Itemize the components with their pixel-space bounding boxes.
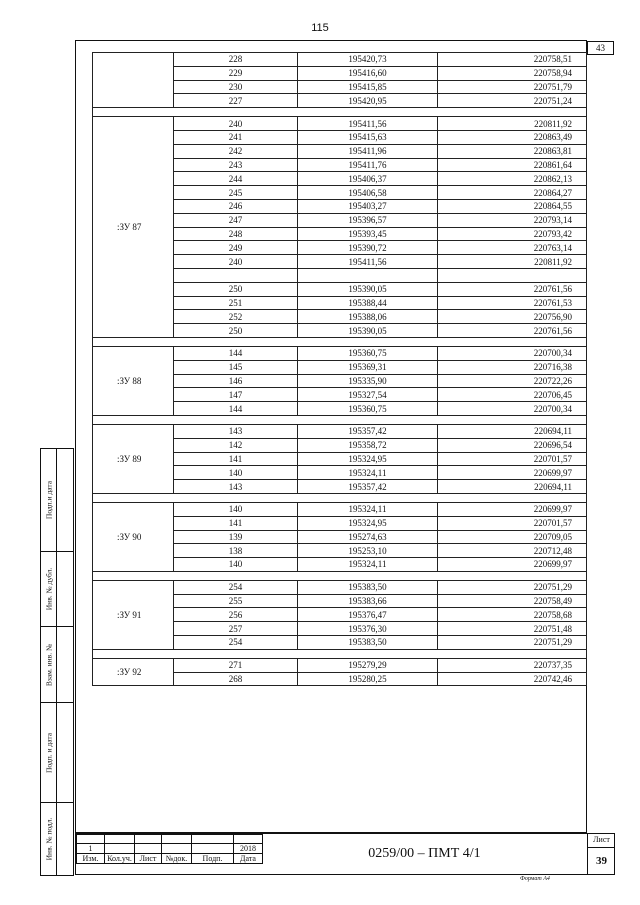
x-coordinate: 195324,11 bbox=[298, 466, 438, 480]
y-coordinate: 220712,48 bbox=[438, 544, 587, 558]
y-coordinate: 220709,05 bbox=[438, 530, 587, 544]
group-separator bbox=[93, 571, 587, 580]
y-coordinate: 220793,42 bbox=[438, 227, 587, 241]
plot-label: :ЗУ 91 bbox=[93, 580, 174, 649]
x-coordinate: 195360,75 bbox=[298, 346, 438, 360]
point-number: 242 bbox=[174, 144, 298, 158]
group-separator bbox=[93, 337, 587, 346]
y-coordinate: 220761,53 bbox=[438, 296, 587, 310]
y-coordinate bbox=[438, 268, 587, 282]
y-coordinate: 220761,56 bbox=[438, 282, 587, 296]
y-coordinate: 220863,81 bbox=[438, 144, 587, 158]
y-coordinate: 220699,97 bbox=[438, 466, 587, 480]
y-coordinate: 220722,26 bbox=[438, 374, 587, 388]
y-coordinate: 220793,14 bbox=[438, 213, 587, 227]
point-number: 271 bbox=[174, 658, 298, 672]
sheet-label: Лист bbox=[588, 833, 615, 848]
point-number: 141 bbox=[174, 452, 298, 466]
point-number: 140 bbox=[174, 502, 298, 516]
point-number: 257 bbox=[174, 622, 298, 636]
point-number: 247 bbox=[174, 213, 298, 227]
point-number: 241 bbox=[174, 130, 298, 144]
y-coordinate: 220751,48 bbox=[438, 622, 587, 636]
point-number: 229 bbox=[174, 66, 298, 80]
side-cell-dup-inv bbox=[41, 552, 73, 627]
y-coordinate: 220701,57 bbox=[438, 516, 587, 530]
point-number: 250 bbox=[174, 282, 298, 296]
x-coordinate: 195369,31 bbox=[298, 360, 438, 374]
x-coordinate: 195274,63 bbox=[298, 530, 438, 544]
x-coordinate: 195388,44 bbox=[298, 296, 438, 310]
y-coordinate: 220694,11 bbox=[438, 480, 587, 494]
group-separator bbox=[93, 108, 587, 117]
y-coordinate: 220751,79 bbox=[438, 80, 587, 94]
table-row bbox=[93, 502, 587, 516]
coordinates-table bbox=[92, 52, 587, 686]
table-row bbox=[93, 424, 587, 438]
point-number: 142 bbox=[174, 438, 298, 452]
point-number: 138 bbox=[174, 544, 298, 558]
side-cell-sign-date-1 bbox=[41, 449, 73, 552]
point-number: 246 bbox=[174, 199, 298, 213]
point-number: 268 bbox=[174, 672, 298, 686]
rev-value bbox=[105, 844, 135, 854]
rev-value bbox=[162, 844, 192, 854]
y-coordinate: 220696,54 bbox=[438, 438, 587, 452]
group-separator bbox=[93, 493, 587, 502]
point-number bbox=[174, 268, 298, 282]
x-coordinate: 195376,30 bbox=[298, 622, 438, 636]
side-label: Взам. инв. № bbox=[44, 643, 53, 686]
y-coordinate: 220758,94 bbox=[438, 66, 587, 80]
point-number: 240 bbox=[174, 255, 298, 269]
revision-table bbox=[76, 834, 263, 864]
y-coordinate: 220716,38 bbox=[438, 360, 587, 374]
x-coordinate: 195411,96 bbox=[298, 144, 438, 158]
x-coordinate: 195324,11 bbox=[298, 558, 438, 572]
y-coordinate: 220699,97 bbox=[438, 558, 587, 572]
point-number: 140 bbox=[174, 466, 298, 480]
x-coordinate: 195411,56 bbox=[298, 117, 438, 131]
y-coordinate: 220864,55 bbox=[438, 199, 587, 213]
x-coordinate: 195403,27 bbox=[298, 199, 438, 213]
x-coordinate: 195383,50 bbox=[298, 636, 438, 650]
x-coordinate: 195327,54 bbox=[298, 388, 438, 402]
plot-label: :ЗУ 88 bbox=[93, 346, 174, 415]
x-coordinate: 195357,42 bbox=[298, 424, 438, 438]
x-coordinate: 195383,50 bbox=[298, 580, 438, 594]
point-number: 252 bbox=[174, 310, 298, 324]
point-number: 251 bbox=[174, 296, 298, 310]
point-number: 244 bbox=[174, 172, 298, 186]
x-coordinate: 195406,37 bbox=[298, 172, 438, 186]
rev-header: Кол.уч. bbox=[105, 854, 135, 864]
y-coordinate: 220699,97 bbox=[438, 502, 587, 516]
table-row bbox=[93, 658, 587, 672]
side-cell-replace-inv bbox=[41, 627, 73, 703]
point-number: 254 bbox=[174, 580, 298, 594]
point-number: 228 bbox=[174, 53, 298, 67]
point-number: 140 bbox=[174, 558, 298, 572]
side-label: Подп. и дата bbox=[44, 732, 53, 773]
rev-header: №док. bbox=[162, 854, 192, 864]
point-number: 227 bbox=[174, 94, 298, 108]
x-coordinate: 195358,72 bbox=[298, 438, 438, 452]
side-label: Инв. № дубл. bbox=[44, 567, 53, 611]
point-number: 146 bbox=[174, 374, 298, 388]
table-row bbox=[93, 53, 587, 67]
x-coordinate: 195376,47 bbox=[298, 608, 438, 622]
y-coordinate: 220694,11 bbox=[438, 424, 587, 438]
plot-label: :ЗУ 87 bbox=[93, 117, 174, 338]
x-coordinate: 195324,95 bbox=[298, 452, 438, 466]
rev-value: 2018 bbox=[234, 844, 263, 854]
x-coordinate: 195335,90 bbox=[298, 374, 438, 388]
point-number: 144 bbox=[174, 402, 298, 416]
rev-value bbox=[192, 844, 234, 854]
x-coordinate: 195416,60 bbox=[298, 66, 438, 80]
x-coordinate: 195390,05 bbox=[298, 282, 438, 296]
sheet-tag: 43 bbox=[587, 41, 614, 55]
x-coordinate: 195390,05 bbox=[298, 324, 438, 338]
side-cell-orig-inv bbox=[41, 803, 73, 875]
y-coordinate: 220706,45 bbox=[438, 388, 587, 402]
x-coordinate: 195396,57 bbox=[298, 213, 438, 227]
x-coordinate: 195411,76 bbox=[298, 158, 438, 172]
plot-label: :ЗУ 90 bbox=[93, 502, 174, 571]
table-row bbox=[93, 117, 587, 131]
x-coordinate: 195360,75 bbox=[298, 402, 438, 416]
x-coordinate: 195390,72 bbox=[298, 241, 438, 255]
group-separator bbox=[93, 649, 587, 658]
side-signature-column bbox=[40, 448, 74, 876]
x-coordinate: 195393,45 bbox=[298, 227, 438, 241]
y-coordinate: 220863,49 bbox=[438, 130, 587, 144]
y-coordinate: 220756,90 bbox=[438, 310, 587, 324]
x-coordinate: 195324,95 bbox=[298, 516, 438, 530]
page-number: 115 bbox=[311, 22, 329, 34]
x-coordinate: 195415,63 bbox=[298, 130, 438, 144]
rev-header: Лист bbox=[135, 854, 162, 864]
point-number: 145 bbox=[174, 360, 298, 374]
x-coordinate: 195420,95 bbox=[298, 94, 438, 108]
x-coordinate: 195357,42 bbox=[298, 480, 438, 494]
y-coordinate: 220811,92 bbox=[438, 255, 587, 269]
side-label: Подп.и дата bbox=[44, 480, 53, 520]
rev-header: Изм. bbox=[77, 854, 105, 864]
x-coordinate: 195420,73 bbox=[298, 53, 438, 67]
sheet-number-box bbox=[587, 833, 615, 875]
point-number: 250 bbox=[174, 324, 298, 338]
y-coordinate: 220700,34 bbox=[438, 402, 587, 416]
format-label: Формат А4 bbox=[520, 876, 550, 882]
x-coordinate: 195280,25 bbox=[298, 672, 438, 686]
x-coordinate: 195415,85 bbox=[298, 80, 438, 94]
plot-label bbox=[93, 53, 174, 108]
x-coordinate: 195388,06 bbox=[298, 310, 438, 324]
point-number: 255 bbox=[174, 594, 298, 608]
rev-value: 1 bbox=[77, 844, 105, 854]
point-number: 143 bbox=[174, 424, 298, 438]
plot-label: :ЗУ 89 bbox=[93, 424, 174, 493]
y-coordinate: 220751,24 bbox=[438, 94, 587, 108]
point-number: 143 bbox=[174, 480, 298, 494]
sheet-number: 39 bbox=[596, 855, 607, 867]
point-number: 256 bbox=[174, 608, 298, 622]
x-coordinate: 195324,11 bbox=[298, 502, 438, 516]
y-coordinate: 220700,34 bbox=[438, 346, 587, 360]
x-coordinate: 195411,56 bbox=[298, 255, 438, 269]
side-label: Инв. № подл. bbox=[44, 817, 53, 861]
document-code: 0259/00 – ПМТ 4/1 bbox=[368, 846, 481, 861]
y-coordinate: 220811,92 bbox=[438, 117, 587, 131]
rev-header: Подп. bbox=[192, 854, 234, 864]
table-row bbox=[93, 346, 587, 360]
group-separator bbox=[93, 415, 587, 424]
y-coordinate: 220751,29 bbox=[438, 580, 587, 594]
point-number: 254 bbox=[174, 636, 298, 650]
point-number: 245 bbox=[174, 186, 298, 200]
y-coordinate: 220751,29 bbox=[438, 636, 587, 650]
y-coordinate: 220763,14 bbox=[438, 241, 587, 255]
y-coordinate: 220864,27 bbox=[438, 186, 587, 200]
y-coordinate: 220737,35 bbox=[438, 658, 587, 672]
x-coordinate: 195279,29 bbox=[298, 658, 438, 672]
y-coordinate: 220701,57 bbox=[438, 452, 587, 466]
y-coordinate: 220742,46 bbox=[438, 672, 587, 686]
rev-value bbox=[135, 844, 162, 854]
x-coordinate: 195406,58 bbox=[298, 186, 438, 200]
point-number: 230 bbox=[174, 80, 298, 94]
y-coordinate: 220861,64 bbox=[438, 158, 587, 172]
point-number: 243 bbox=[174, 158, 298, 172]
point-number: 240 bbox=[174, 117, 298, 131]
side-cell-sign-date-2 bbox=[41, 703, 73, 803]
table-row bbox=[93, 580, 587, 594]
x-coordinate bbox=[298, 268, 438, 282]
plot-label: :ЗУ 92 bbox=[93, 658, 174, 686]
point-number: 248 bbox=[174, 227, 298, 241]
point-number: 144 bbox=[174, 346, 298, 360]
y-coordinate: 220758,51 bbox=[438, 53, 587, 67]
y-coordinate: 220758,68 bbox=[438, 608, 587, 622]
y-coordinate: 220862,13 bbox=[438, 172, 587, 186]
point-number: 141 bbox=[174, 516, 298, 530]
rev-header: Дата bbox=[234, 854, 263, 864]
point-number: 147 bbox=[174, 388, 298, 402]
x-coordinate: 195383,66 bbox=[298, 594, 438, 608]
y-coordinate: 220758,49 bbox=[438, 594, 587, 608]
y-coordinate: 220761,56 bbox=[438, 324, 587, 338]
point-number: 249 bbox=[174, 241, 298, 255]
x-coordinate: 195253,10 bbox=[298, 544, 438, 558]
point-number: 139 bbox=[174, 530, 298, 544]
